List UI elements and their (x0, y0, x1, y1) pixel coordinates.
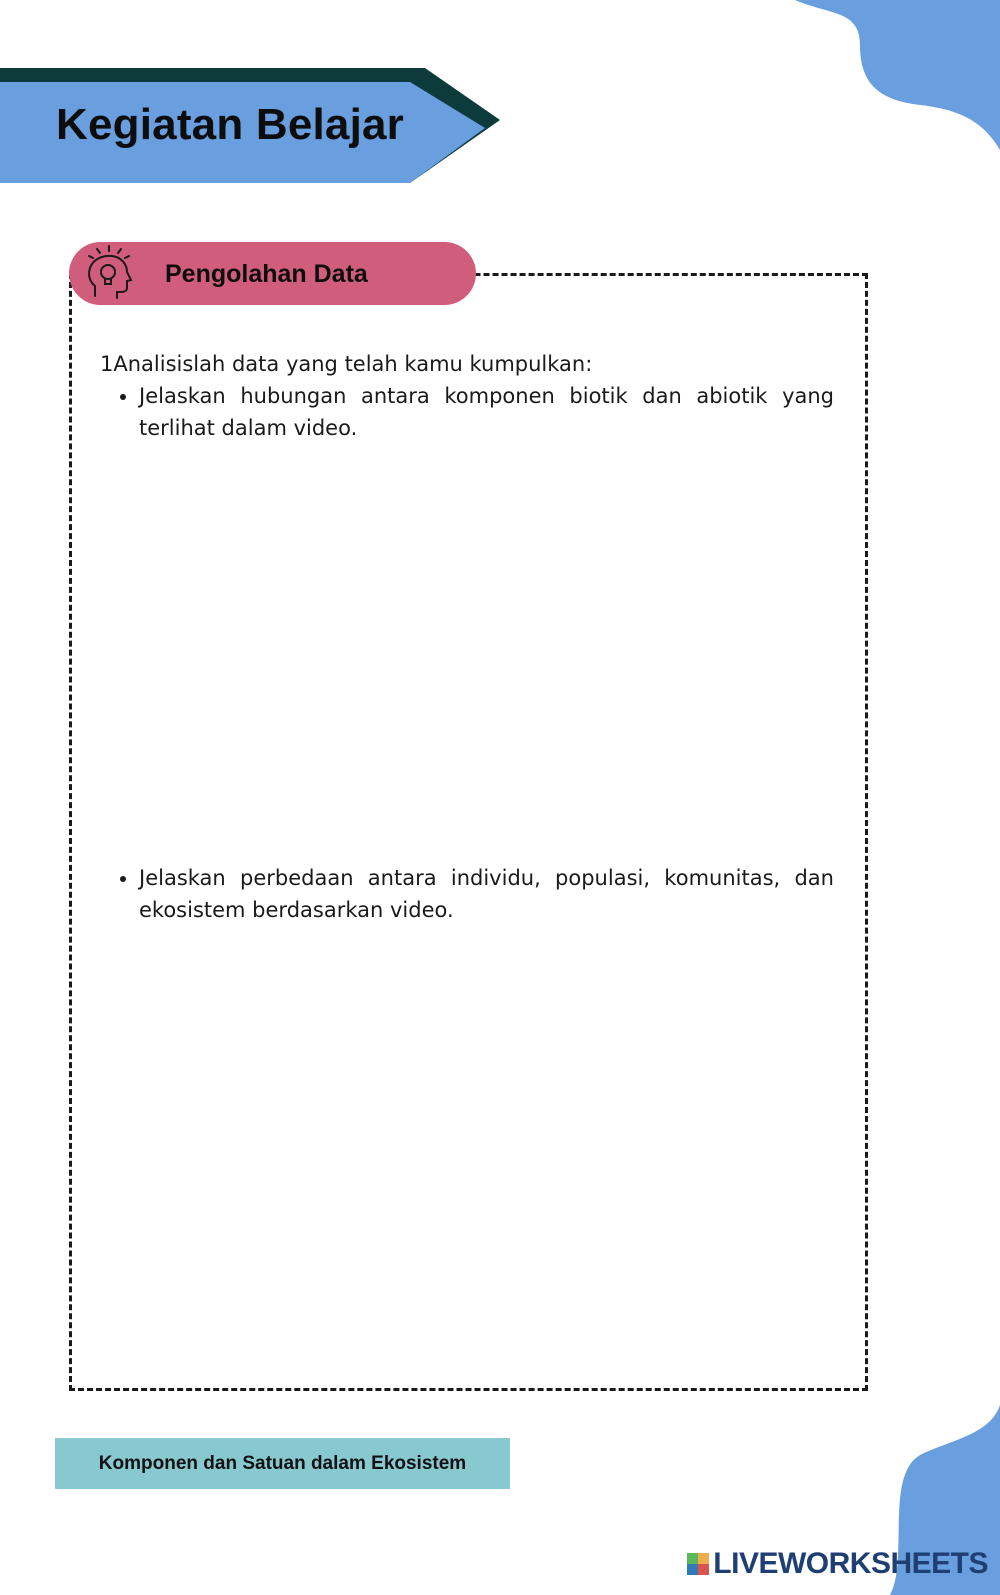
question-block-2 (100, 862, 834, 926)
watermark-text: LIVEWORKSHEETS (713, 1547, 988, 1580)
question-intro: 1Analisislah data yang telah kamu kumpulkan: (100, 352, 593, 376)
footer-topic-box (55, 1438, 510, 1489)
question-bullet-1: • Jelaskan hubungan antara komponen biotik dan abiotik yang terlihat dalam video. (139, 380, 834, 444)
head-idea-icon (81, 244, 137, 302)
section-pill (69, 242, 476, 305)
footer-topic-label: Komponen dan Satuan dalam Ekosistem (98, 1452, 467, 1474)
logo-squares-icon (687, 1553, 709, 1575)
decorative-blob-top (790, 0, 1000, 150)
question-list-1 (100, 380, 834, 444)
question-list-2 (100, 862, 834, 926)
liveworksheets-logo (687, 1547, 988, 1581)
question-bullet-2: • Jelaskan perbedaan antara individu, populasi, komunitas, dan ekosistem berdasarkan video. (139, 862, 834, 926)
section-label: Pengolahan Data (165, 260, 368, 288)
page-title: Kegiatan Belajar (56, 100, 405, 149)
question-block-1 (100, 348, 834, 444)
